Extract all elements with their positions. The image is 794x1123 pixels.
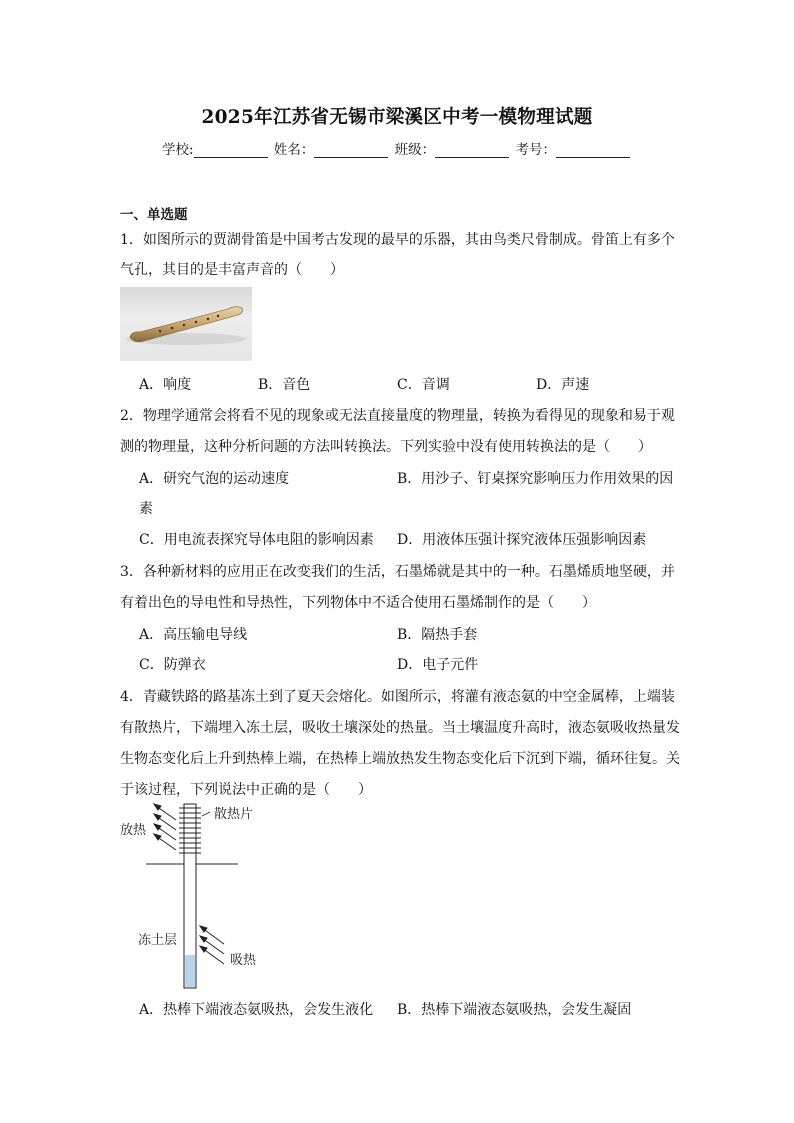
name-label: 姓名： bbox=[273, 142, 315, 158]
bone-flute-photo bbox=[120, 287, 252, 361]
q4-option-a[interactable]: A．热棒下端液态氨吸热，会发生液化 bbox=[139, 1002, 374, 1018]
exam-no-blank[interactable] bbox=[556, 143, 630, 158]
q1-option-c[interactable]: C．音调 bbox=[397, 377, 450, 393]
q4-option-b[interactable]: B．热棒下端液态氨吸热，会发生凝固 bbox=[397, 1002, 632, 1018]
fins-leader bbox=[202, 812, 210, 816]
exam-no-label: 考号： bbox=[515, 142, 556, 158]
label-release-heat: 放热 bbox=[120, 823, 147, 838]
student-info-row bbox=[0, 138, 794, 158]
label-frozen-soil: 冻土层 bbox=[138, 933, 178, 948]
q2-option-b-cont: 素 bbox=[139, 501, 153, 517]
page-title: 2025年江苏省无锡市梁溪区中考一模物理试题 bbox=[201, 107, 593, 128]
q2-text-line1: 2．物理学通常会将看不见的现象或无法直接量度的物理量，转换为看得见的现象和易于观 bbox=[120, 408, 675, 424]
q1-option-d[interactable]: D．声速 bbox=[536, 377, 590, 393]
school-label: 学校: bbox=[162, 142, 194, 158]
q3-text-line2: 有着出色的导电性和导热性，下列物体中不适合使用石墨烯制作的是（ ） bbox=[120, 595, 596, 611]
q4-text-line1: 4．青藏铁路的路基冻土到了夏天会熔化。如图所示，将灌有液态氨的中空金属棒，上端装 bbox=[120, 689, 675, 705]
liquid-ammonia bbox=[185, 955, 195, 987]
q3-option-c[interactable]: C．防弹衣 bbox=[139, 657, 206, 673]
class-label: 班级： bbox=[394, 142, 436, 158]
absorb-heat-arrows bbox=[200, 926, 224, 964]
q3-option-b[interactable]: B．隔热手套 bbox=[397, 627, 478, 643]
q4-text-line4: 于该过程，下列说法中正确的是（ ） bbox=[120, 782, 372, 798]
name-blank[interactable] bbox=[314, 143, 388, 158]
class-blank[interactable] bbox=[435, 143, 509, 158]
q4-text-line2: 有散热片，下端埋入冻土层，吸收土壤深处的热量。当土壤温度升高时，液态氨吸收热量发 bbox=[120, 720, 680, 736]
label-absorb-heat: 吸热 bbox=[230, 953, 257, 968]
section-heading: 一、单选题 bbox=[120, 207, 188, 223]
q2-option-c[interactable]: C．用电流表探究导体电阻的影响因素 bbox=[139, 532, 374, 548]
q3-text-line1: 3．各种新材料的应用正在改变我们的生活，石墨烯就是其中的一种。石墨烯质地坚硬，并 bbox=[120, 564, 675, 580]
label-heat-fins: 散热片 bbox=[214, 807, 254, 822]
q1-text-line1: 1．如图所示的贾湖骨笛是中国考古发现的最早的乐器，其由鸟类尺骨制成。骨笛上有多个 bbox=[120, 232, 675, 248]
release-heat-arrows bbox=[154, 804, 176, 850]
q1-option-a[interactable]: A．响度 bbox=[139, 377, 192, 393]
q3-option-a[interactable]: A．高压输电导线 bbox=[139, 627, 248, 643]
q3-option-d[interactable]: D．电子元件 bbox=[397, 657, 479, 673]
school-blank[interactable] bbox=[194, 143, 268, 158]
q1-text-line2: 气孔，其目的是丰富声音的（ ） bbox=[120, 262, 344, 278]
q1-option-b[interactable]: B．音色 bbox=[258, 377, 311, 393]
q4-text-line3: 生物态变化后上升到热棒上端，在热棒上端放热发生物态变化后下沉到下端，循环往复。关 bbox=[120, 751, 680, 767]
q2-option-a[interactable]: A．研究气泡的运动速度 bbox=[139, 471, 290, 487]
q2-option-d[interactable]: D．用液体压强计探究液体压强影响因素 bbox=[397, 532, 647, 548]
q2-text-line2: 测的物理量，这种分析问题的方法叫转换法。下列实验中没有使用转换法的是（ ） bbox=[120, 439, 652, 455]
q2-option-b[interactable]: B．用沙子、钉桌探究影响压力作用效果的因 bbox=[397, 471, 674, 487]
heat-pipe-diagram bbox=[118, 798, 278, 994]
